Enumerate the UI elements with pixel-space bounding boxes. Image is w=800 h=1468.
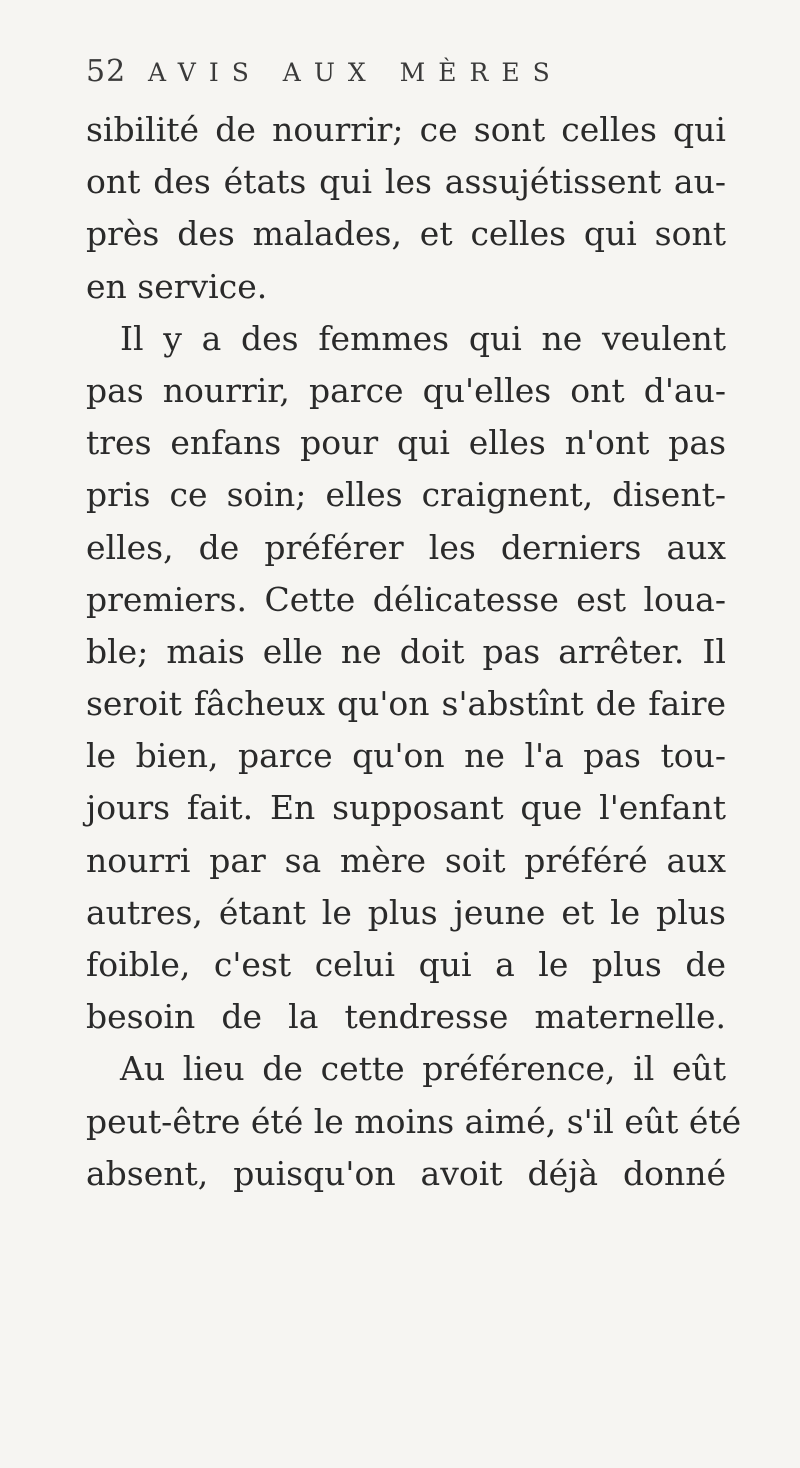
body-text [86, 104, 742, 1200]
text-line: absent, puisqu'on avoit déjà donné [86, 1153, 726, 1193]
text-line: seroit fâcheux qu'on s'abstînt de faire [86, 684, 726, 724]
text-line: pas nourrir, parce qu'elles ont d'au- [86, 370, 726, 410]
running-head: AVIS AUX MÈRES [148, 58, 563, 87]
text-line: peut-être été le moins aimé, s'il eût été [86, 1101, 742, 1141]
text-line: besoin de la tendresse maternelle. [86, 997, 726, 1037]
text-line: jours fait. En supposant que l'enfant [86, 788, 726, 828]
text-line: Il y a des femmes qui ne veulent [120, 318, 726, 358]
page-header [86, 54, 736, 104]
page-number: 52 [86, 54, 127, 89]
text-line: autres, étant le plus jeune et le plus [86, 892, 726, 932]
text-line: près des malades, et celles qui sont [86, 214, 726, 254]
text-line: en service. [86, 266, 268, 306]
text-line: le bien, parce qu'on ne l'a pas tou- [86, 736, 726, 776]
text-line: premiers. Cette délicatesse est loua- [86, 579, 726, 619]
text-line: nourri par sa mère soit préféré aux [86, 840, 726, 880]
text-line: pris ce soin; elles craignent, disent- [86, 475, 726, 515]
text-line: tres enfans pour qui elles n'ont pas [86, 423, 726, 463]
text-line: ont des états qui les assujétissent au- [86, 162, 726, 202]
text-line: ble; mais elle ne doit pas arrêter. Il [86, 631, 726, 671]
text-line: foible, c'est celui qui a le plus de [86, 945, 726, 984]
text-line: sibilité de nourrir; ce sont celles qui [86, 110, 726, 149]
text-line: Au lieu de cette préférence, il eût [120, 1049, 726, 1089]
text-line: elles, de préférer les derniers aux [86, 527, 726, 567]
